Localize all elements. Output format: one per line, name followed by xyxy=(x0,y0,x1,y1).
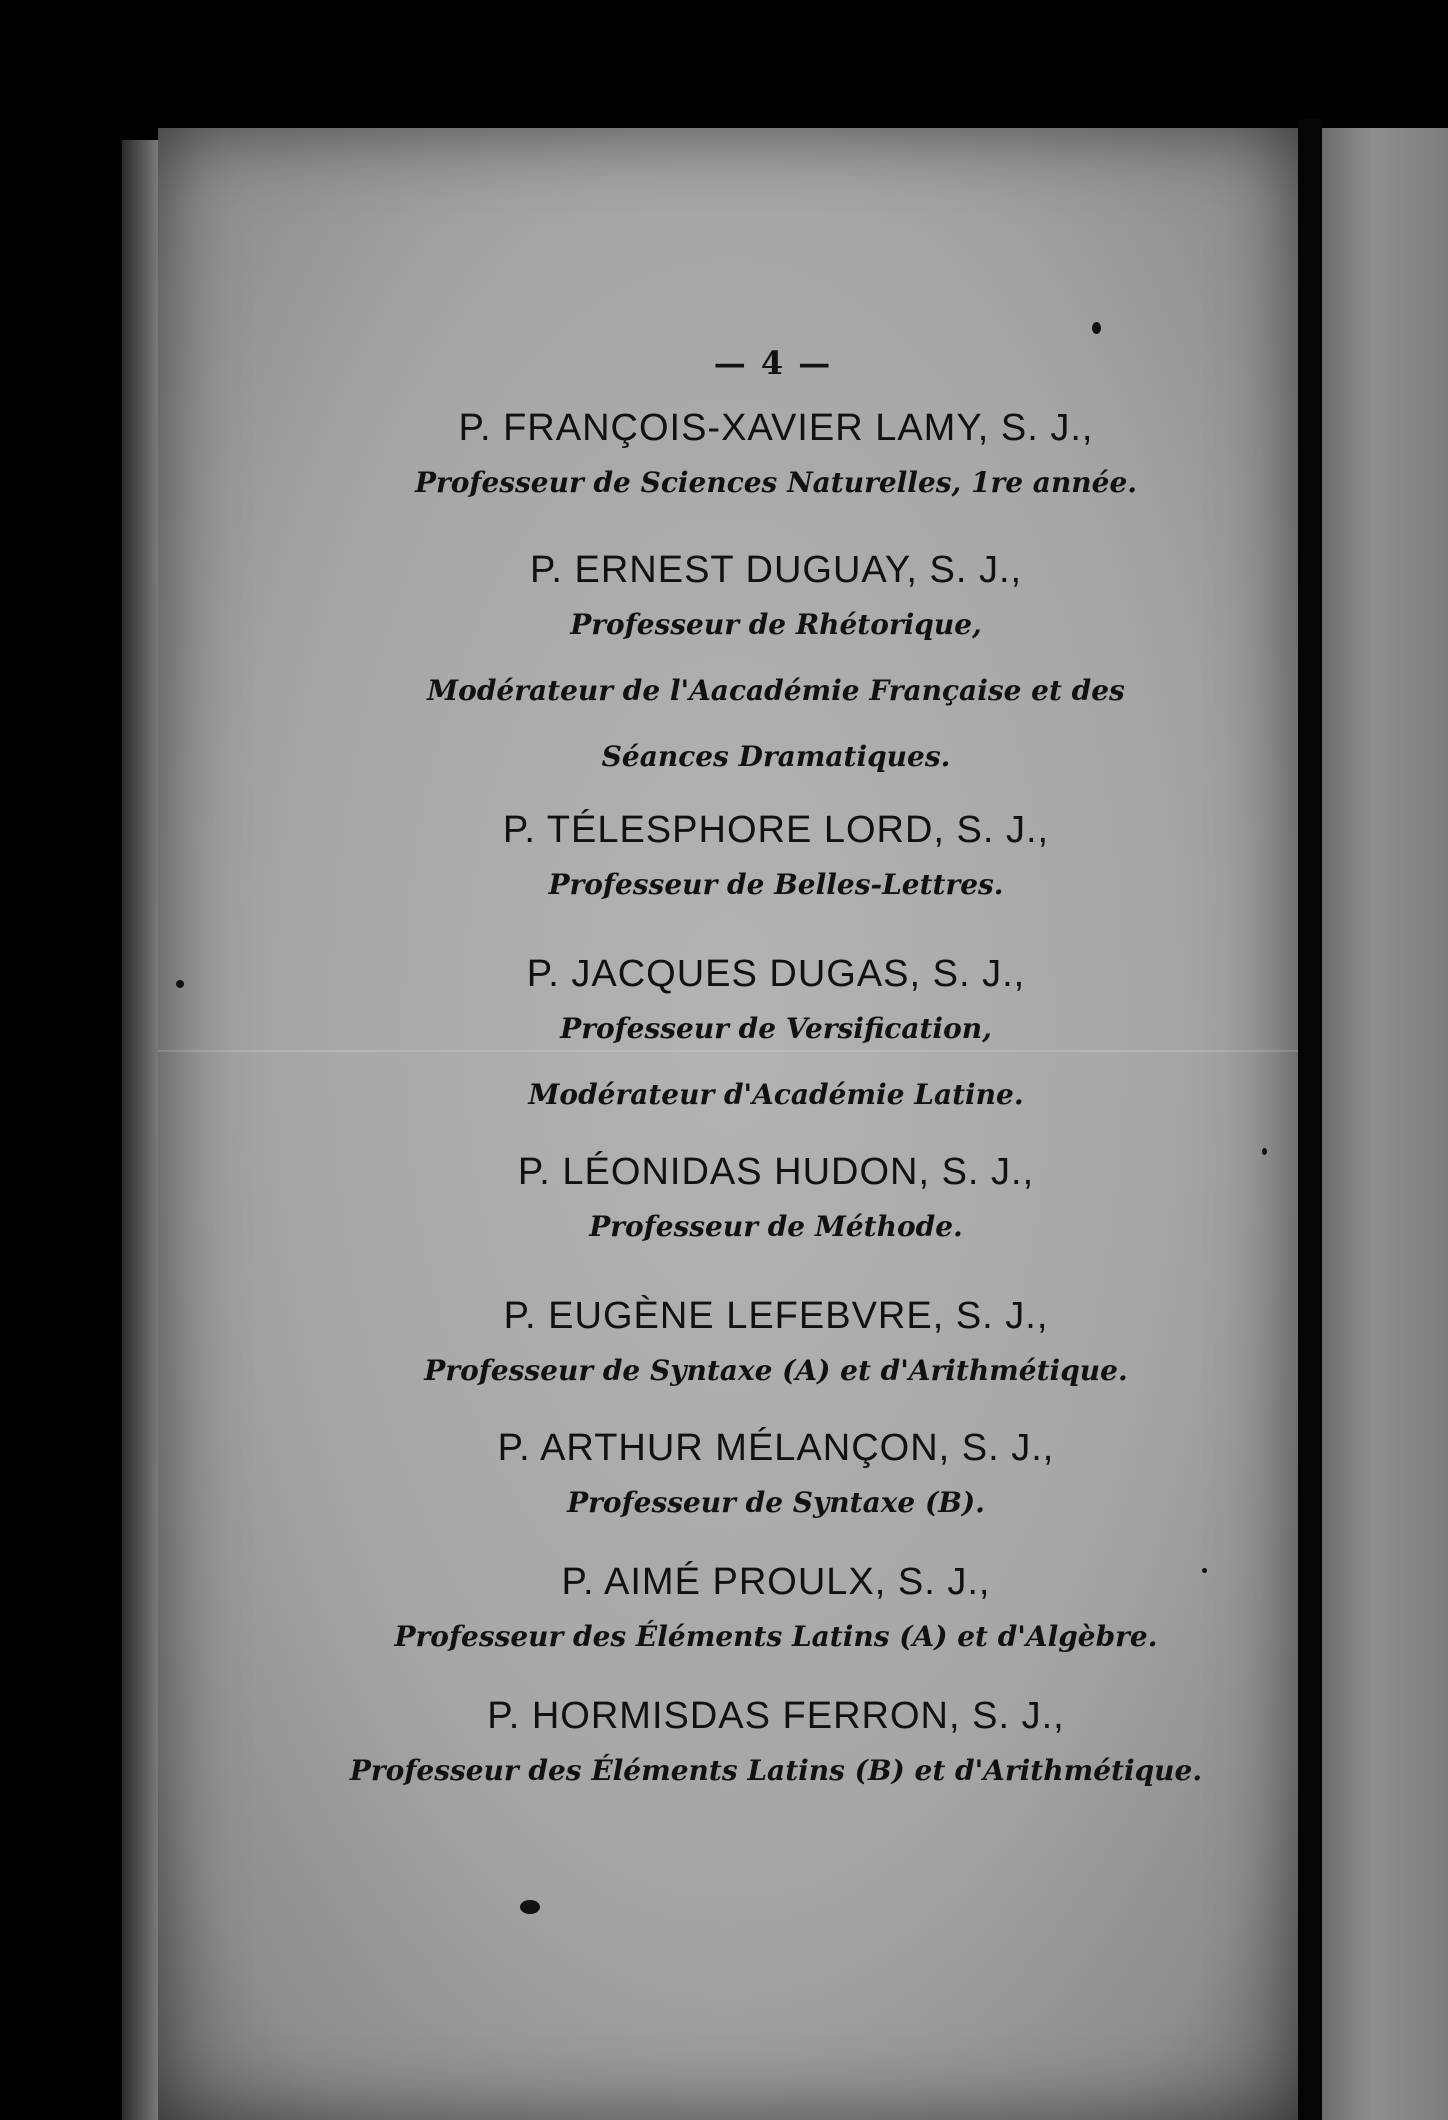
entry-lamy xyxy=(158,406,1298,516)
entry-role: Professeur de Méthode. xyxy=(589,1210,963,1243)
entry-role: Modérateur de l'Aacadémie Française et des xyxy=(427,674,1125,707)
entry-role: Séances Dramatiques. xyxy=(601,740,951,773)
entry-role: Modérateur d'Académie Latine. xyxy=(528,1078,1024,1111)
entry-name: P. AIMÉ PROULX, S. J., xyxy=(561,1561,991,1603)
entry-role: Professeur de Versification, xyxy=(560,1012,992,1045)
entry-role: Professeur de Rhétorique, xyxy=(570,608,982,641)
ink-speck xyxy=(1262,1148,1267,1155)
entry-melancon xyxy=(158,1426,1298,1536)
entry-proulx xyxy=(158,1560,1298,1670)
entry-name: P. HORMISDAS FERRON, S. J., xyxy=(487,1695,1065,1737)
page-gutter xyxy=(1298,118,1322,2120)
book-spine xyxy=(122,140,158,2120)
entry-name: P. ERNEST DUGUAY, S. J., xyxy=(529,549,1023,591)
entry-lord xyxy=(158,808,1298,918)
ink-speck xyxy=(176,980,184,988)
entry-role: Professeur de Syntaxe (B). xyxy=(567,1486,985,1519)
entry-name: P. FRANÇOIS-XAVIER LAMY, S. J., xyxy=(458,407,1094,449)
entry-ferron xyxy=(158,1694,1298,1804)
entry-name: P. TÉLESPHORE LORD, S. J., xyxy=(502,809,1050,851)
entry-name: P. EUGÈNE LEFEBVRE, S. J., xyxy=(503,1295,1049,1337)
entry-name: P. JACQUES DUGAS, S. J., xyxy=(526,953,1026,995)
adjacent-page-edge xyxy=(1322,128,1448,2120)
entry-role: Professeur de Belles-Lettres. xyxy=(548,868,1004,901)
ink-speck xyxy=(1202,1568,1207,1573)
entry-role: Professeur des Éléments Latins (A) et d'Algèbre. xyxy=(394,1620,1158,1653)
entry-name: P. LÉONIDAS HUDON, S. J., xyxy=(517,1151,1035,1193)
ink-speck xyxy=(1092,322,1101,334)
page-number: — 4 — xyxy=(713,344,833,382)
entry-name: P. ARTHUR MÉLANÇON, S. J., xyxy=(497,1427,1055,1469)
entry-role: Professeur de Sciences Naturelles, 1re année. xyxy=(414,466,1138,499)
entry-dugas xyxy=(158,952,1298,1128)
entry-lefebvre xyxy=(158,1294,1298,1404)
entry-duguay xyxy=(158,548,1298,790)
ink-speck xyxy=(520,1900,540,1914)
entry-hudon xyxy=(158,1150,1298,1260)
entry-role: Professeur de Syntaxe (A) et d'Arithmétique. xyxy=(424,1354,1128,1387)
entry-role: Professeur des Éléments Latins (B) et d'Arithmétique. xyxy=(349,1754,1203,1787)
